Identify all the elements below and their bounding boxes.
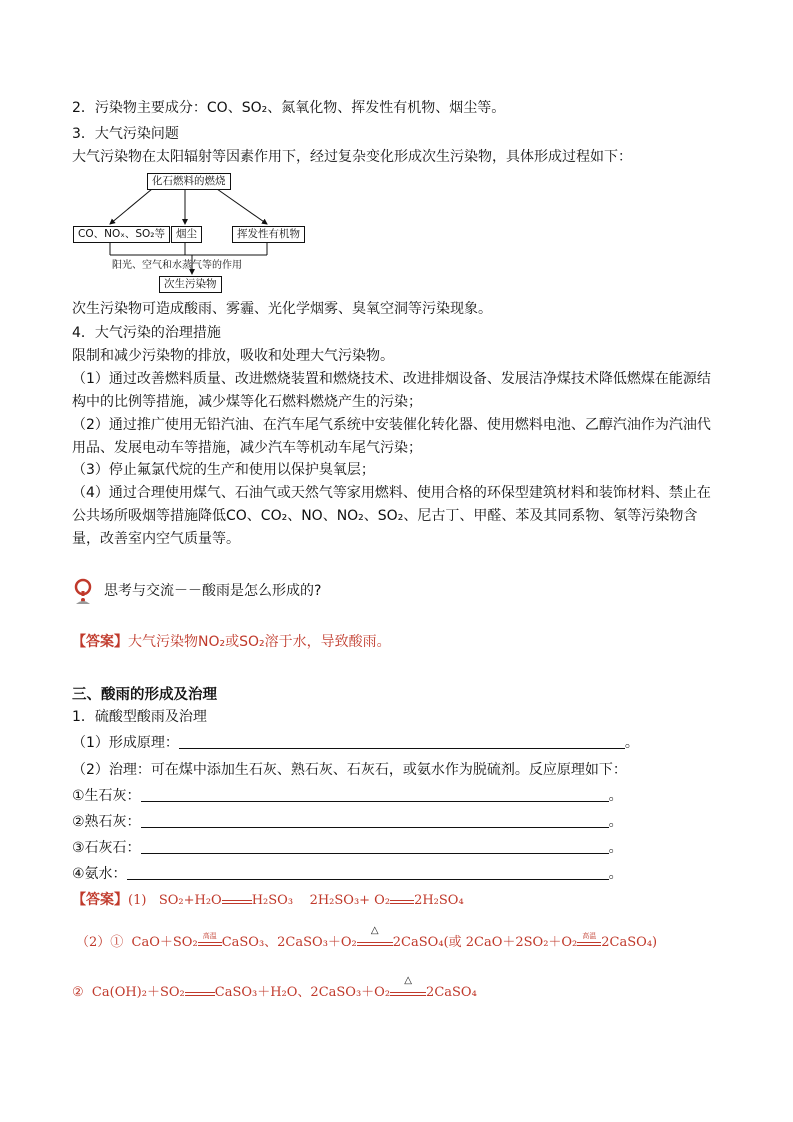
high-temp-arrow-icon-2 [577,932,601,946]
subheading-sulfuric-acid-rain: 1．硫酸型酸雨及治理 [72,709,207,725]
cond-high-temp-2: 高温 [582,932,597,940]
think-answer [72,632,391,652]
high-temp-arrow-icon [198,932,222,946]
a3-middle: CaSO₃＋H₂O、2CaSO₃＋O₂ [214,985,391,1000]
equals-arrow-icon [390,894,414,904]
intro-text: 大气污染物在太阳辐射等因素作用下，经过复杂变化形成次生污染物，具体形成过程如下： [72,149,632,165]
f4-label: ④氨水： [72,866,127,882]
blank-slaked-lime [72,812,623,832]
heat-arrow-icon [357,925,393,946]
a1-num: (1) [128,893,147,908]
q1-label: （1）形成原理： [72,735,179,751]
measure-2: （2）通过推广使用无铅汽油、在汽车尾气系统中安装催化转化器、使用燃料电池、乙醇汽油作为汽油代用品、发展电动车等措施，减少汽车等机动车尾气污染； [72,417,711,456]
answer-tag: 【答案】 [72,634,128,650]
f1-label: ①生石灰： [72,788,141,804]
a3-reactants: Ca(OH)₂＋SO₂ [91,985,185,1000]
reversible-arrow-icon [222,894,252,904]
diagram-left-box: CO、NOₓ、SO₂等 [73,226,170,243]
diagram-bottom-box: 次生污染物 [159,276,222,293]
a1-product: H₂SO₃ [251,893,294,908]
think-answer-text: 大气污染物NO₂或SO₂溶于水，导致酸雨。 [128,634,391,650]
a2-alt: 2CaSO₄(或 2CaO＋2SO₂＋O₂ [392,935,578,950]
a2-end: 2CaSO₄) [601,935,658,950]
q2-treatment: （2）治理：可在煤中添加生石灰、熟石灰、石灰石，或氨水作为脱硫剂。反应原理如下： [72,762,627,778]
f3-blank[interactable] [141,839,609,854]
f3-period: 。 [608,840,623,856]
question-icon [73,578,93,604]
delta-symbol: △ [370,925,379,936]
f4-period: 。 [608,866,623,882]
diagram-action-label: 阳光、空气和水蒸气等的作用 [112,260,242,271]
f2-blank[interactable] [141,813,609,828]
a2-num: （2）① [76,935,124,950]
q1-blank[interactable] [179,734,625,749]
a3-num: ② [72,985,84,1000]
q1-formation [72,733,639,753]
diagram-mid-box: 烟尘 [171,226,202,243]
think-question: 思考与交流－－酸雨是怎么形成的? [104,583,322,599]
heading-air-pollution-problem: 3．大气污染问题 [72,126,179,142]
secondary-pollutant-effects: 次生污染物可造成酸雨、雾霾、光化学烟雾、臭氧空洞等污染现象。 [72,301,492,317]
answer-line-3 [72,975,477,1002]
a1-product-2: 2H₂SO₄ [414,893,464,908]
heat-arrow-icon-2 [390,975,426,996]
delta-symbol-2: △ [404,975,412,986]
f2-label: ②熟石灰： [72,814,141,830]
diagram-top-box: 化石燃料的燃烧 [147,173,231,190]
heading-measures: 4．大气污染的治理措施 [72,325,221,341]
measure-1: （1）通过改善燃料质量、改进燃烧装置和燃烧技术、改进排烟设备、发展洁净煤技术降低燃煤在能源结构中的比例等措施，减少煤等化石燃料燃烧产生的污染； [72,371,711,410]
f2-period: 。 [608,814,623,830]
answer-line-1 [72,891,464,910]
a2-reactants: CaO＋SO₂ [131,935,198,950]
measures-summary: 限制和减少污染物的排放，吸收和处理大气污染物。 [72,348,394,364]
q1-period: 。 [624,735,639,751]
answer-tag-2: 【答案】 [72,892,128,908]
f1-blank[interactable] [141,787,609,802]
f1-period: 。 [608,788,623,804]
diagram-right-box: 挥发性有机物 [232,226,305,243]
a3-product: 2CaSO₄ [426,985,477,1000]
blank-ammonia [72,864,623,884]
blank-quicklime [72,786,623,806]
measure-3: （3）停止氟氯代烷的生产和使用以保护臭氧层； [72,462,375,478]
blank-limestone [72,838,623,858]
section-title: 三、酸雨的形成及治理 [72,687,217,703]
a1-reactants-2: 2H₂SO₃+ O₂ [309,893,391,908]
pollutant-components: 2．污染物主要成分：CO、SO₂、氮氧化物、挥发性有机物、烟尘等。 [72,100,506,116]
cond-high-temp: 高温 [202,932,217,940]
measure-4: （4）通过合理使用煤气、石油气或天然气等家用燃料、使用合格的环保型建筑材料和装饰材料、禁止在公共场所吸烟等措施降低CO、CO₂、NO、NO₂、SO₂、尼古丁、甲醛、苯及其同系物、氡等污染物含量，改善室内空气质量等。 [72,485,711,547]
f3-label: ③石灰石： [72,840,141,856]
equals-arrow-icon-2 [185,986,215,996]
f4-blank[interactable] [127,865,609,880]
a1-reactants: SO₂+H₂O [158,893,222,908]
answer-line-2 [76,925,658,952]
a2-middle: CaSO₃、2CaSO₃＋O₂ [221,935,357,950]
formation-diagram [72,170,312,295]
